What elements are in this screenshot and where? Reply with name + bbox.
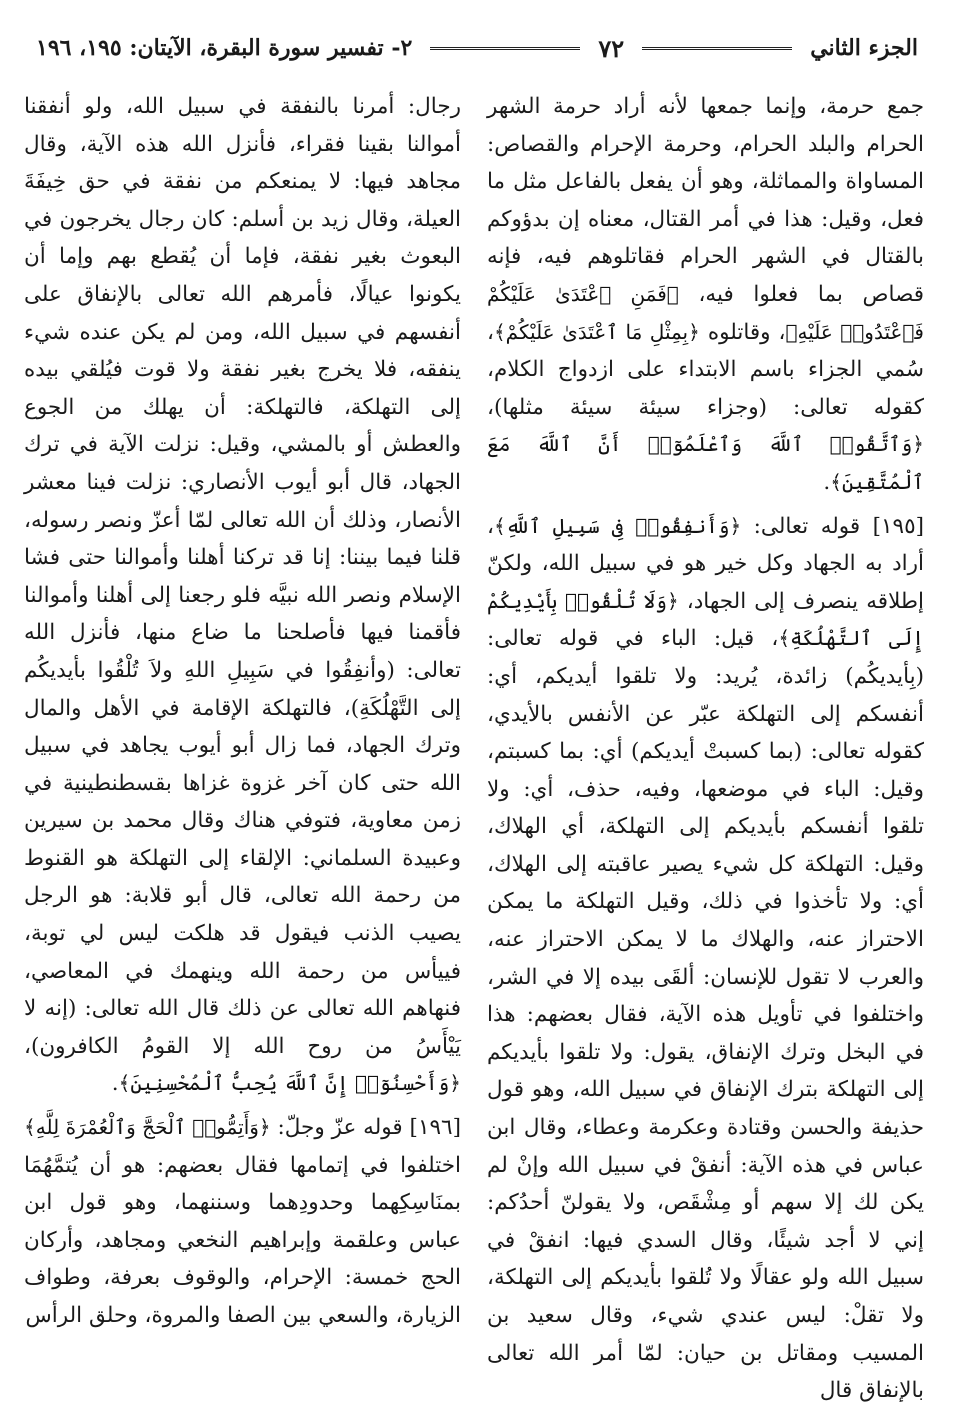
text-run: ، سُمي الجزاء باسم الابتداء على ازدواج الكلام، كقوله تعالى: (وجزاء سيئة سيئة مثلها)، [487, 319, 924, 420]
page-number: ٧٢ [598, 33, 625, 63]
quran-verse: ﴿بِمِثْلِ مَا ٱعْتَدَىٰ عَلَيْكُمْ﴾ [493, 319, 700, 344]
text-run: ، وقاتلوه [707, 319, 786, 345]
paragraph [24, 1109, 461, 1335]
text-run: رجال: أمرنا بالنفقة في سبيل الله، ولو أنفقنا أموالنا بقينا فقراء، فأنزل الله هذه الآية، وقال مجاهد فيها: لا يمنعكم من نفقة في حق خِيفَةَ العيلة، وقال زيد بن أسلم: كان رجال يخرجون في البعوث بغير نفقة، فإما أن يُقطع بهم وإما أن يكونوا عيالًا، فأمرهم الله تعالى بالإنفاق على أنفسهم في سبيل الله، ومن لم يكن عنده شيء ينفقه، فلا يخرج بغير نفقة ولا قوت فيُلقي بيده إلى التهلكة، فالتهلكة: أن يهلك من الجوع والعطش أو بالمشي، وقيل: نزلت الآية في ترك الجهاد، قال أبو أيوب الأنصاري: نزلت فينا معشر الأنصار، وذلك أن الله تعالى لمّا أعزّ ونصر رسوله، قلنا فيما بيننا: إنا قد تركنا أهلنا وأموالنا حتى فشا الإسلام ونصر الله نبيَّه فلو رجعنا إلى أهلنا وأموالنا فأقمنا فيها فأصلحنا ما ضاع منها، فأنزل الله تعالى: (وأنفِقُوا في سَبِيلِ اللهِ ولاَ تُلْقُوا بأيديكُم إلى التَّهْلُكَةِ)، فالتهلكة الإقامة في الأهل والمال وترك الجهاد، فما زال أبو أيوب يجاهد في سبيل الله حتى كان آخر غزوة غزاها بقسطنطينية في زمن معاوية، فتوفي هناك وقال محمد بن سيرين وعبيدة السلماني: الإلقاء إلى التهلكة هو القنوط من رحمة الله تعالى، قال أبو قلابة: هو الرجل يصيب الذنب فيقول قد هلكت ليس لي توبة، فييأس من رحمة الله وينهمك في المعاصي، فنهاهم الله تعالى عن ذلك قال الله تعالى: (إنه لا يَيْأَسُ من روح الله إلا القومُ الكافرون)، [24, 94, 461, 1059]
surah-info: ٢- تفسير سورة البقرة، الآيتان: ١٩٥، ١٩٦ [36, 35, 413, 61]
verse-number-label: [١٩٥] قوله تعالى: [753, 513, 925, 539]
quran-verse: ﴿وَأَحْسِنُوٓا۟ إِنَّ ٱللَّهَ يُحِبُّ ٱلْمُحْسِنِينَ﴾ [118, 1071, 461, 1096]
right-column [487, 88, 925, 1404]
text-run: جمع حرمة، وإنما جمعها لأنه أراد حرمة الشهر الحرام والبلد الحرام، وحرمة الإحرام والقصاص: المساواة والمماثلة، وهو أن يفعل بالفاعل مثل ما فعل، وقيل: هذا في أمر القتال، معناه إن بدؤوكم بالقتال في الشهر الحرام فقاتلوهم فيه، فإنه قصاص بما فعلوا فيه، [487, 94, 924, 307]
verse-number-label: [١٩٦] قوله عزّ وجلّ: [277, 1115, 461, 1141]
text-run: . [823, 469, 831, 495]
quran-verse: ﴿وَأَتِمُّوا۟ ٱلْحَجَّ وَٱلْعُمْرَةَ لِلَّهِ﴾ [24, 1115, 271, 1140]
juz-title: الجزء الثاني [810, 35, 918, 61]
text-run: ، أراد به الجهاد وكل خير هو في سبيل الله، ولكنّ إطلاقه ينصرف إلى الجهاد، [487, 513, 924, 614]
quran-verse: ﴿وَلَا تُلْقُوا۟ بِأَيْدِيكُمْ إِلَى ٱلتَّهْلُكَةِ﴾ [487, 588, 925, 651]
paragraph [487, 508, 924, 1410]
header-rule-right [642, 47, 792, 50]
text-columns [24, 88, 925, 1404]
page-header [36, 28, 918, 68]
quran-verse: ﴿فَمَنِ ٱعْتَدَىٰ عَلَيْكُمْ فَٱعْتَدُوا۟ عَلَيْهِ﴾ [487, 281, 924, 344]
left-column [24, 88, 461, 1372]
paragraph [24, 88, 461, 1103]
text-run: اختلفوا في إتمامها فقال بعضهم: هو أن يُتمَّهُمَا بمنَاسِكِهما وحدودِهما وسننهما، وهو قول ابن عباس وعلقمة وإبراهيم النخعي ومجاهد، وأركان الحج خمسة: الإحرام، والوقوف بعرفة، وطواف الزيارة، والسعي بين الصفا والمروة، وحلق الرأس [24, 1152, 461, 1328]
header-rule-left [430, 47, 580, 50]
paragraph [487, 88, 924, 502]
text-run: . [111, 1071, 119, 1097]
text-run: ، قيل: الباء في قوله تعالى: (بِأيديكُم) زائدة، يُريد: ولا تلقوا أيديكم، أي: أنفسكم إلى التهلكة عبّر عن الأنفس بالأيدي، كقوله تعالى: (بما كسبتْ أيديكم) أي: بما كسبتم، وقيل: الباء في موضعها، وفيه، حذف، أي: ولا تلقوا أنفسكم بأيديكم إلى التهلكة، أي الهلاك، وقيل: التهلكة كل شيء يصير عاقبته إلى الهلاك، أي: ولا تأخذوا في ذلك، وقيل التهلكة ما يمكن الاحتراز عنه، والهلاك ما لا يمكن الاحتراز عنه، والعرب لا تقول للإنسان: ألقَى بيده إلا في الشر، واختلفوا في تأويل هذه الآية، فقال بعضهم: هذا في البخل وترك الإنفاق، يقول: ولا تلقوا بأيديكم إلى التهلكة بترك الإنفاق في سبيل الله، وهو قول حذيفة والحسن وقتادة وعكرمة وعطاء، وقال ابن عباس في هذه الآية: أنفقْ في سبيل الله وإنْ لم يكن لك إلا سهم أو مِشْقَص، ولا يقولنّ أحدُكم: إني لا أجد شيئًا، وقال السدي فيها: انفقْ في سبيل الله ولو عقالًا ولا تُلقوا بأيديكم إلى التهلكة، ولا تقلْ: ليس عندي شيء، وقال سعيد بن المسيب ومقاتل بن حيان: لمّا أمر الله تعالى بالإنفاق قال [487, 626, 924, 1404]
quran-verse: ﴿وَأَنفِقُوا۟ فِى سَبِيلِ ٱللَّهِ﴾ [493, 513, 742, 538]
quran-verse: ﴿وَٱتَّقُوا۟ ٱللَّهَ وَٱعْلَمُوٓا۟ أَنَّ ٱللَّهَ مَعَ ٱلْمُتَّقِينَ﴾ [487, 432, 924, 494]
